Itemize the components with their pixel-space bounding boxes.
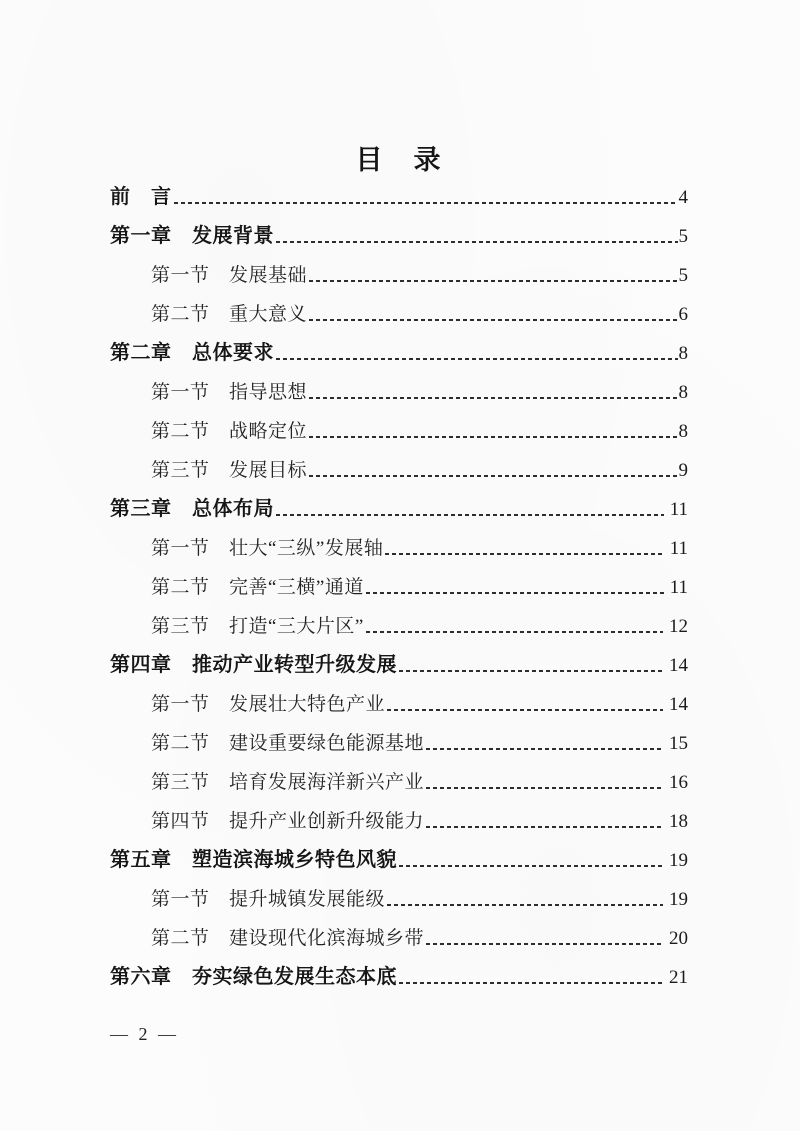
toc-entry: [110, 772, 688, 793]
toc-entry-page-number: 8: [678, 343, 688, 364]
toc-entry-label: 第二节 建设现代化滨海城乡带: [151, 928, 425, 949]
toc-entry-label: 第六章 夯实绿色发展生态本底: [110, 966, 397, 988]
toc-entry: [110, 967, 688, 988]
toc-entry-label: 第四章 推动产业转型升级发展: [110, 654, 397, 676]
toc-entry-label: 第一章 发展背景: [110, 225, 274, 247]
toc-entry-label: 第一节 提升城镇发展能级: [151, 889, 386, 910]
toc-entry: [110, 499, 688, 520]
toc-entry: [110, 694, 688, 715]
toc-entry-page-number: 11: [669, 538, 688, 559]
toc-entry: [110, 655, 688, 676]
toc-entry-label: 第三章 总体布局: [110, 498, 274, 520]
toc-leader-dashes: [309, 319, 677, 321]
toc-leader-dashes: [309, 397, 677, 399]
toc-leader-dashes: [426, 943, 663, 945]
toc-entry-page-number: 11: [669, 499, 688, 520]
toc-entry-page-number: 14: [669, 655, 688, 676]
toc-entry: [110, 577, 688, 598]
toc-leader-dashes: [426, 787, 663, 789]
toc-leader-dashes: [399, 982, 663, 984]
toc-entry-label: 第一节 指导思想: [151, 382, 308, 403]
toc-entry-label: 第二节 建设重要绿色能源基地: [151, 733, 425, 754]
toc-entry-page-number: 8: [678, 382, 688, 403]
toc-entry-page-number: 5: [678, 265, 688, 286]
toc-leader-dashes: [426, 748, 663, 750]
toc-entry-label: 第三节 培育发展海洋新兴产业: [151, 772, 425, 793]
toc-leader-dashes: [309, 475, 677, 477]
toc-entry-page-number: 20: [669, 928, 688, 949]
toc-entry: [110, 382, 688, 403]
toc-entry-page-number: 6: [678, 304, 688, 325]
toc-entry: [110, 304, 688, 325]
toc-leader-dashes: [387, 904, 663, 906]
toc-entry-page-number: 18: [669, 811, 688, 832]
toc-entry-label: 第二章 总体要求: [110, 342, 274, 364]
toc-entry-page-number: 4: [678, 187, 688, 208]
page-title: 目 录: [355, 145, 443, 175]
toc-entry-page-number: 14: [669, 694, 688, 715]
toc-entry-page-number: 21: [669, 967, 688, 988]
toc-leader-dashes: [366, 631, 663, 633]
toc-entry-page-number: 11: [669, 577, 688, 598]
toc-entry: [110, 343, 688, 364]
toc-leader-dashes: [276, 358, 678, 360]
toc-entry: [110, 850, 688, 871]
toc-leader-dashes: [174, 202, 678, 204]
toc-entry-page-number: 12: [669, 616, 688, 637]
toc-entry: [110, 187, 688, 208]
toc-leader-dashes: [426, 826, 663, 828]
toc-entry-label: 第五章 塑造滨海城乡特色风貌: [110, 849, 397, 871]
toc-entry-page-number: 15: [669, 733, 688, 754]
toc-entry-label: 第一节 壮大“三纵”发展轴: [151, 538, 384, 559]
toc-entry: [110, 460, 688, 481]
toc-entry-page-number: 8: [678, 421, 688, 442]
toc-entry-page-number: 16: [669, 772, 688, 793]
toc-leader-dashes: [366, 592, 664, 594]
toc-entry-label: 第二节 完善“三横”通道: [151, 577, 364, 598]
toc-entry: [110, 421, 688, 442]
toc-leader-dashes: [309, 280, 677, 282]
toc-entry: [110, 889, 688, 910]
toc-entry-label: 第三节 发展目标: [151, 460, 308, 481]
toc-leader-dashes: [276, 241, 678, 243]
toc-entry: [110, 265, 688, 286]
toc-entry-page-number: 19: [669, 850, 688, 871]
toc-leader-dashes: [399, 670, 663, 672]
toc-entry-label: 第二节 战略定位: [151, 421, 308, 442]
toc-leader-dashes: [276, 514, 664, 516]
table-of-contents: [110, 187, 688, 988]
toc-entry-label: 第三节 打造“三大片区”: [151, 616, 364, 637]
toc-entry: [110, 928, 688, 949]
toc-entry: [110, 226, 688, 247]
toc-entry-label: 前 言: [110, 186, 172, 208]
toc-entry: [110, 538, 688, 559]
toc-entry-page-number: 9: [678, 460, 688, 481]
toc-leader-dashes: [387, 709, 663, 711]
toc-entry-label: 第二节 重大意义: [151, 304, 308, 325]
toc-entry-label: 第一节 发展壮大特色产业: [151, 694, 386, 715]
toc-entry-page-number: 19: [669, 889, 688, 910]
toc-entry: [110, 733, 688, 754]
toc-leader-dashes: [385, 553, 663, 555]
toc-entry: [110, 616, 688, 637]
footer-page-number: — 2 —: [110, 1024, 179, 1044]
toc-entry-label: 第一节 发展基础: [151, 265, 308, 286]
toc-entry-page-number: 5: [678, 226, 688, 247]
page-footer: [110, 1024, 688, 1045]
toc-leader-dashes: [399, 865, 663, 867]
toc-leader-dashes: [309, 436, 677, 438]
toc-entry-label: 第四节 提升产业创新升级能力: [151, 811, 425, 832]
toc-entry: [110, 811, 688, 832]
